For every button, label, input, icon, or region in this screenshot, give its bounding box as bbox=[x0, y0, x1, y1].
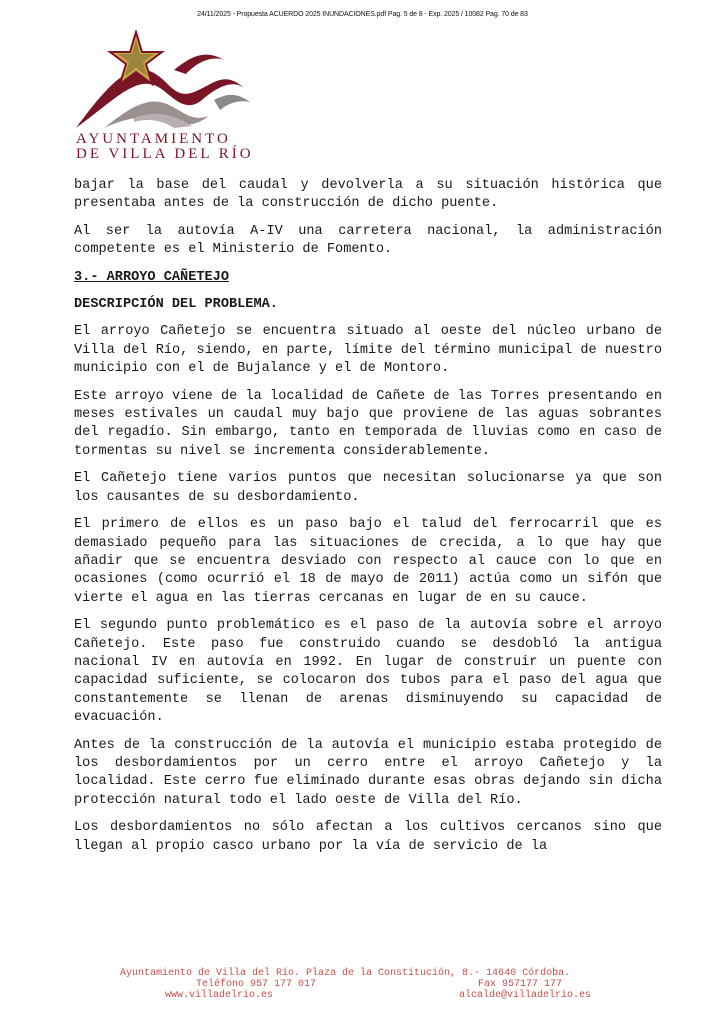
document-stamp: 24/11/2025 - Propuesta ACUERDO 2025 INUNDACIONES.pdf Pag. 5 de 8 - Exp. 2025 / 10082 Pag. 70 de 83 bbox=[197, 11, 528, 18]
footer-email-link[interactable]: alcalde@villadelrio.es bbox=[459, 990, 592, 1001]
footer-phone: Teléfono 957 177 017 bbox=[196, 979, 317, 990]
document-body bbox=[74, 177, 662, 865]
paragraph: Al ser la autovía A-IV una carretera nacional, la administración competente es el Ministerio de Fomento. bbox=[74, 223, 662, 258]
footer-address: Ayuntamiento de Villa del Río. Plaza de la Constitución, 8.- 14640 Córdoba. bbox=[120, 968, 571, 979]
paragraph: El arroyo Cañetejo se encuentra situado al oeste del núcleo urbano de Villa del Río, siendo, en parte, límite del término municipal de nuestro municipio con el de Bujalance y el de Montoro. bbox=[74, 324, 662, 377]
section-heading: 3.- ARROYO CAÑETEJO bbox=[74, 269, 229, 285]
paragraph: Este arroyo viene de la localidad de Cañete de las Torres presentando en meses estivales un caudal muy bajo que proviene de las aguas sobrantes del regadío. Sin embargo, tanto en temporada de lluvias como en caso de tormentas su nivel se incrementa considerablemente. bbox=[74, 388, 662, 459]
paragraph: El Cañetejo tiene varios puntos que necesitan solucionarse ya que son los causantes de su desbordamiento. bbox=[74, 471, 662, 505]
logo-title-line1: AYUNTAMIENTO bbox=[76, 131, 231, 147]
paragraph: El primero de ellos es un paso bajo el talud del ferrocarril que es demasiado pequeño para las situaciones de crecida, a lo que hay que añadir que se encuentra desviado con respecto al cauce con lo que en ocasiones (como ocurrió el 18 de mayo de 2011) actúa como un sifón que vierte el agua en las tierras cercanas en lugar de en su cauce. bbox=[74, 517, 662, 606]
logo-title-line2: DE VILLA DEL RÍO bbox=[76, 146, 254, 162]
paragraph: Antes de la construcción de la autovía el municipio estaba protegido de los desbordamientos por un cerro entre el arroyo Cañetejo y la localidad. Este cerro fue eliminado durante esas obras dejando sin dicha protección natural todo el lado oeste de Villa del Río. bbox=[74, 737, 662, 808]
subsection-heading: DESCRIPCIÓN DEL PROBLEMA. bbox=[74, 297, 278, 313]
paragraph: Los desbordamientos no sólo afectan a los cultivos cercanos sino que llegan al propio casco urbano por la vía de servicio de la bbox=[74, 820, 662, 854]
paragraph: bajar la base del caudal y devolverla a su situación histórica que presentaba antes de la construcción de dicho puente. bbox=[74, 178, 662, 212]
footer-website-link[interactable]: www.villadelrio.es bbox=[165, 990, 274, 1001]
town-hall-logo bbox=[74, 30, 264, 165]
paragraph: El segundo punto problemático es el paso de la autovía sobre el arroyo Cañetejo. Este paso fue construido cuando se desdobló la antigua nacional IV en autovía en 1992. En lugar de construir un puente con capacidad suficiente, se colocaron dos tubos para el paso del agua que constantemente se llenan de arenas disminuyendo su capacidad de evacuación. bbox=[74, 618, 662, 726]
footer-fax: Fax 957177 177 bbox=[478, 979, 563, 990]
logo-emblem-icon bbox=[74, 30, 264, 130]
